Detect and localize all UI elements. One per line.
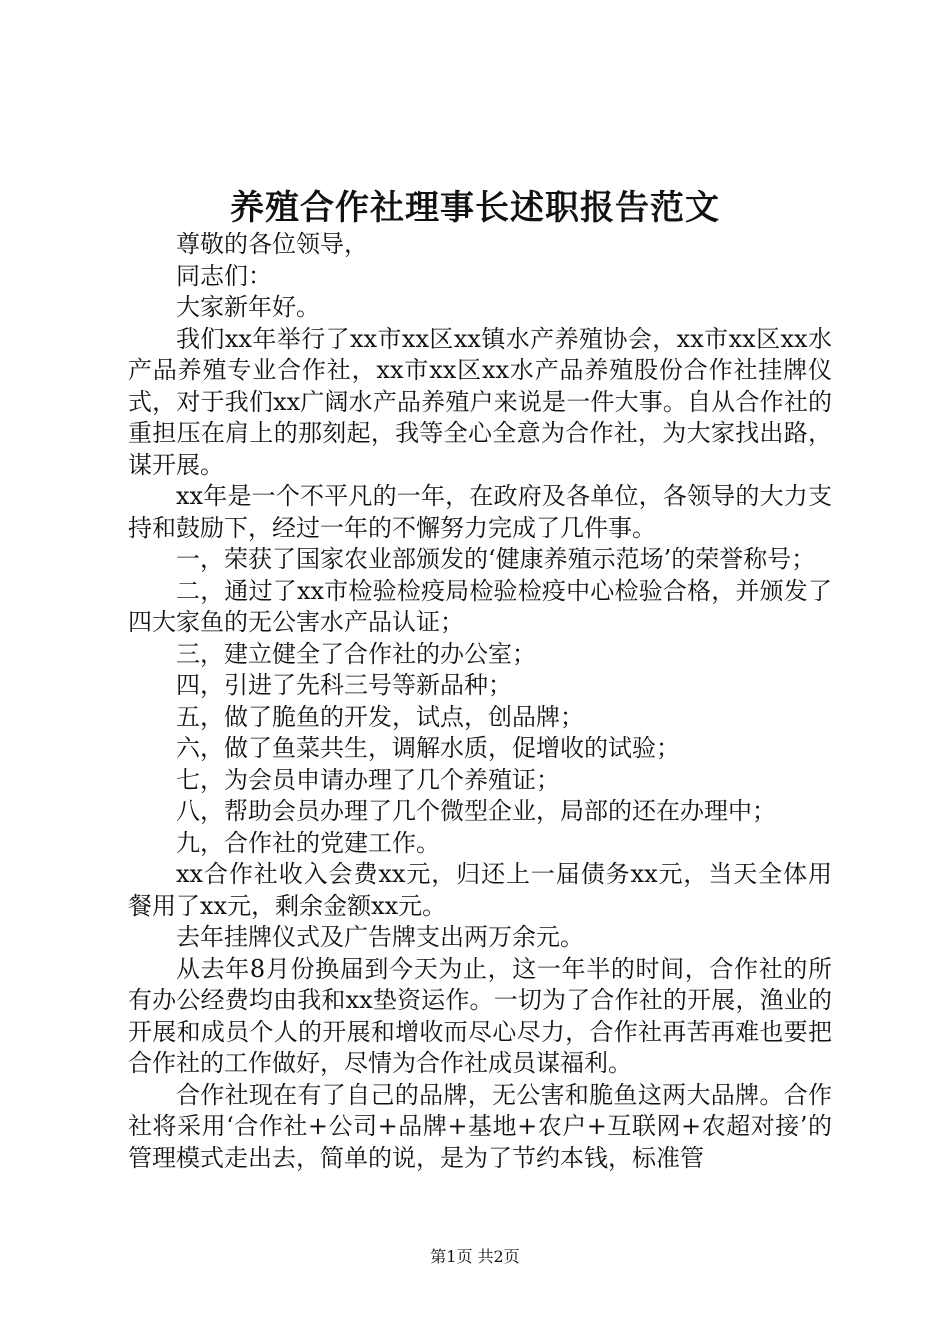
list-item-2: 二，通过了xx市检验检疫局检验检疫中心检验合格，并颁发了四大家鱼的无公害水产品认证；	[128, 576, 832, 636]
document-title: 养殖合作社理事长述职报告范文	[230, 188, 720, 228]
list-item-3: 三，建立健全了合作社的办公室；	[176, 639, 536, 668]
list-item-1: 一，荣获了国家农业部颁发的‘健康养殖示范场’的荣誉称号；	[176, 545, 816, 573]
paragraph-year-summary: xx年是一个不平凡的一年，在政府及各单位，各领导的大力支持和鼓励下，经过一年的不懈努力完成了几件事。	[128, 482, 832, 542]
list-item-4: 四，引进了先科三号等新品种；	[176, 671, 512, 699]
paragraph-brand: 合作社现在有了自己的品牌，无公害和脆鱼这两大品牌。合作社将采用‘合作社+公司+品牌+基地+农户+互联网+农超对接’的管理模式走出去，简单的说，是为了节约本钱，标准管	[128, 1080, 832, 1172]
list-item-8: 八，帮助会员办理了几个微型企业，局部的还在办理中；	[176, 797, 776, 825]
document-body	[128, 229, 832, 1174]
paragraph-expenses: 去年挂牌仪式及广告牌支出两万余元。	[176, 923, 584, 951]
paragraph-greeting: 大家新年好。	[176, 293, 320, 321]
list-item-6: 六，做了鱼菜共生，调解水质，促增收的试验；	[176, 734, 680, 762]
paragraph-finances: xx合作社收入会费xx元，归还上一届债务xx元，当天全体用餐用了xx元，剩余金额xx元。	[128, 860, 832, 920]
paragraph-operations: 从去年8月份换届到今天为止，这一年半的时间，合作社的所有办公经费均由我和xx垫资运作。一切为了合作社的开展，渔业的开展和成员个人的开展和增收而尽心尽力，合作社再苦再难也要把合作社的工作做好，尽情为合作社成员谋福利。	[128, 954, 832, 1077]
paragraph-salutation-1: 尊敬的各位领导，	[176, 230, 368, 258]
list-item-5: 五，做了脆鱼的开发，试点，创品牌；	[176, 702, 584, 731]
paragraph-salutation-2: 同志们：	[176, 261, 272, 290]
list-item-7: 七，为会员申请办理了几个养殖证；	[176, 765, 560, 794]
page-footer: 第1页 共2页	[430, 1247, 520, 1266]
paragraph-intro: 我们xx年举行了xx市xx区xx镇水产养殖协会，xx市xx区xx水产品养殖专业合作社，xx市xx区xx水产品养殖股份合作社挂牌仪式，对于我们xx广阔水产品养殖户来说是一件大事。自从合作社的重担压在肩上的那刻起，我等全心全意为合作社，为大家找出路，谋开展。	[128, 324, 832, 479]
list-item-9: 九，合作社的党建工作。	[176, 828, 440, 857]
